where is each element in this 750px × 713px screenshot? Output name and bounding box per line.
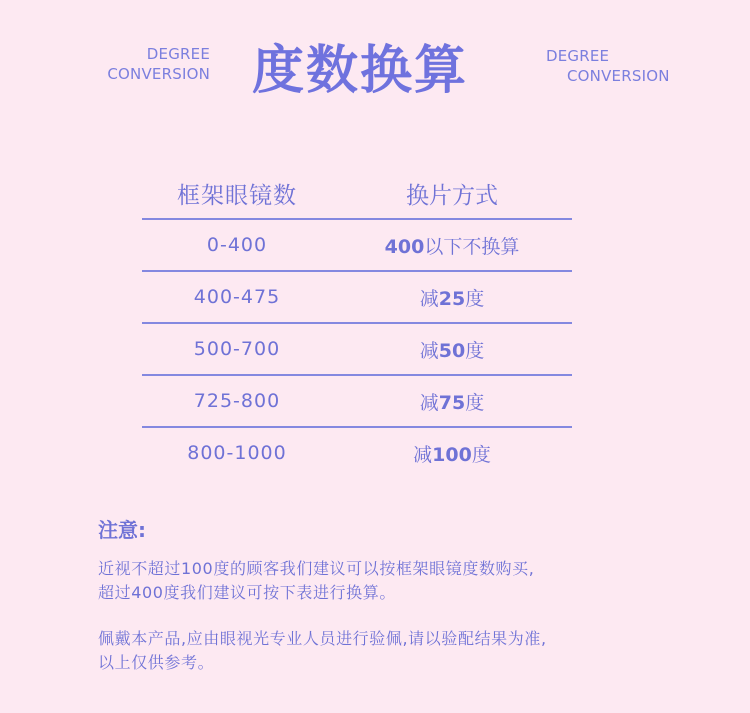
- degree-range-cell: 800-1000: [187, 442, 287, 464]
- degree-range-cell: 725-800: [193, 390, 281, 412]
- column-header-lens-method: 换片方式: [406, 182, 498, 209]
- method-prefix: 减: [419, 339, 439, 362]
- conversion-label: CONVERSION: [107, 65, 210, 83]
- notes-title: 注意:: [98, 518, 146, 542]
- method-suffix: 度: [465, 287, 485, 310]
- method-prefix: 减: [413, 443, 433, 466]
- degree-label: DEGREE: [546, 47, 610, 65]
- note-line: 超过400度我们建议可按下表进行换算。: [98, 583, 396, 602]
- method-suffix: 度: [471, 443, 491, 466]
- degree-label: DEGREE: [146, 45, 210, 63]
- notes-section: [98, 514, 698, 675]
- table-row: [142, 220, 572, 272]
- method-suffix: 度: [465, 339, 485, 362]
- method-number: 400: [384, 235, 425, 258]
- degree-range-cell: 0-400: [206, 234, 268, 256]
- conversion-table: [142, 168, 572, 478]
- note-paragraph-fitting: [98, 627, 698, 675]
- table-row: [142, 376, 572, 428]
- table-header: [142, 168, 572, 220]
- method-number: 50: [438, 339, 466, 362]
- note-paragraph-purchase: [98, 557, 698, 605]
- method-suffix: 以下不换算: [424, 235, 520, 258]
- conversion-label: CONVERSION: [567, 67, 670, 85]
- method-cell: [332, 232, 572, 259]
- method-cell: [332, 388, 572, 415]
- method-number: 25: [438, 287, 466, 310]
- degree-range-cell: 500-700: [193, 338, 281, 360]
- method-cell: [332, 284, 572, 311]
- page-title: 度数换算: [251, 41, 468, 101]
- method-prefix: 减: [419, 287, 439, 310]
- method-number: 100: [432, 443, 472, 466]
- note-line: 佩戴本产品,应由眼视光专业人员进行验佩,请以验配结果为准,: [98, 629, 547, 648]
- method-cell: [332, 336, 572, 363]
- table-row: [142, 324, 572, 376]
- method-suffix: 度: [465, 391, 485, 414]
- degree-range-cell: 400-475: [193, 286, 281, 308]
- method-cell: [332, 440, 572, 467]
- method-number: 75: [438, 391, 466, 414]
- method-prefix: 减: [419, 391, 439, 414]
- column-header-frame-degree: 框架眼镜数: [177, 182, 297, 209]
- table-row: [142, 428, 572, 478]
- table-row: [142, 272, 572, 324]
- note-line: 近视不超过100度的顾客我们建议可以按框架眼镜度数购买,: [98, 559, 535, 578]
- degree-conversion-right: [546, 46, 676, 86]
- note-line: 以上仅供参考。: [98, 653, 215, 672]
